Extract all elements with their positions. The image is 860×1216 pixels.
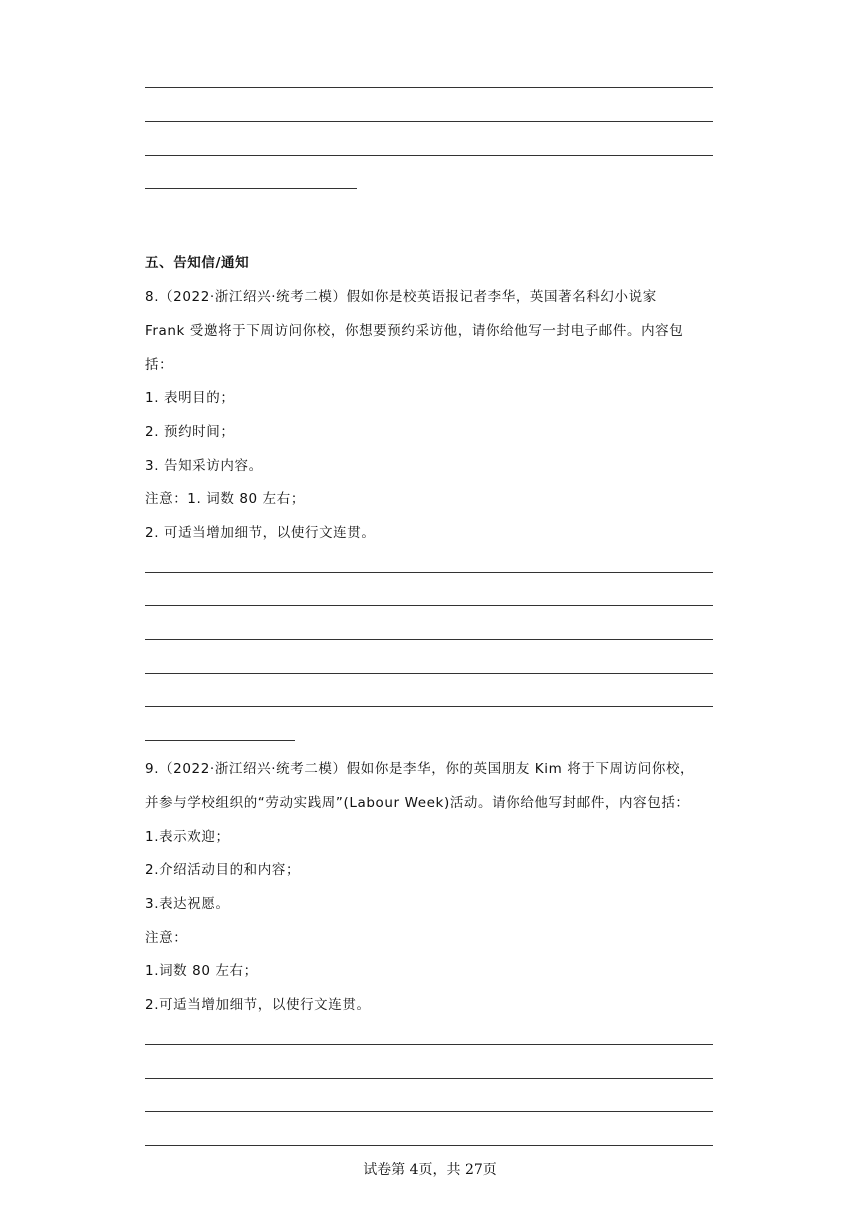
question-8-line: 注意：1. 词数 80 左右； — [145, 491, 305, 507]
question-9-line: 并参与学校组织的“劳动实践周”(Labour Week)活动。请你给他写封邮件，内容包括： — [145, 795, 690, 811]
question-8-line: Frank 受邀将于下周访问你校，你想要预约采访他，请你给他写一封电子邮件。内容包 — [145, 323, 684, 339]
question-9-line: 3.表达祝愿。 — [145, 896, 230, 912]
answer-line — [145, 706, 713, 707]
answer-line — [145, 673, 713, 674]
question-9-line: 2.介绍活动目的和内容； — [145, 862, 301, 878]
answer-line — [145, 1044, 713, 1045]
question-9-line: 1.词数 80 左右； — [145, 963, 258, 979]
question-8-line: 1. 表明目的； — [145, 390, 235, 406]
question-9-line: 1.表示欢迎； — [145, 829, 230, 845]
question-8-line: 括： — [145, 357, 174, 373]
question-8-line: 3. 告知采访内容。 — [145, 458, 263, 474]
question-9-line: 注意： — [145, 930, 188, 946]
question-8-line: 2. 可适当增加细节，以使行文连贯。 — [145, 525, 376, 541]
answer-line — [145, 1078, 713, 1079]
answer-line — [145, 155, 713, 156]
question-9-line: 2.可适当增加细节，以使行文连贯。 — [145, 997, 371, 1013]
answer-line — [145, 121, 713, 122]
answer-line — [145, 1145, 713, 1146]
answer-line — [145, 572, 713, 573]
question-8-line: 2. 预约时间； — [145, 424, 235, 440]
section-heading: 五、告知信/通知 — [145, 255, 250, 271]
answer-line — [145, 87, 713, 88]
answer-line — [145, 1111, 713, 1112]
page-footer: 试卷第 4页，共 27页 — [363, 1162, 497, 1178]
answer-line-short — [145, 188, 357, 189]
answer-line — [145, 605, 713, 606]
answer-line-short — [145, 740, 295, 741]
answer-line — [145, 639, 713, 640]
question-9-line: 9.（2022·浙江绍兴·统考二模）假如你是李华，你的英国朋友 Kim 将于下周访问你校， — [145, 761, 695, 777]
question-8-line: 8.（2022·浙江绍兴·统考二模）假如你是校英语报记者李华，英国著名科幻小说家 — [145, 289, 657, 305]
